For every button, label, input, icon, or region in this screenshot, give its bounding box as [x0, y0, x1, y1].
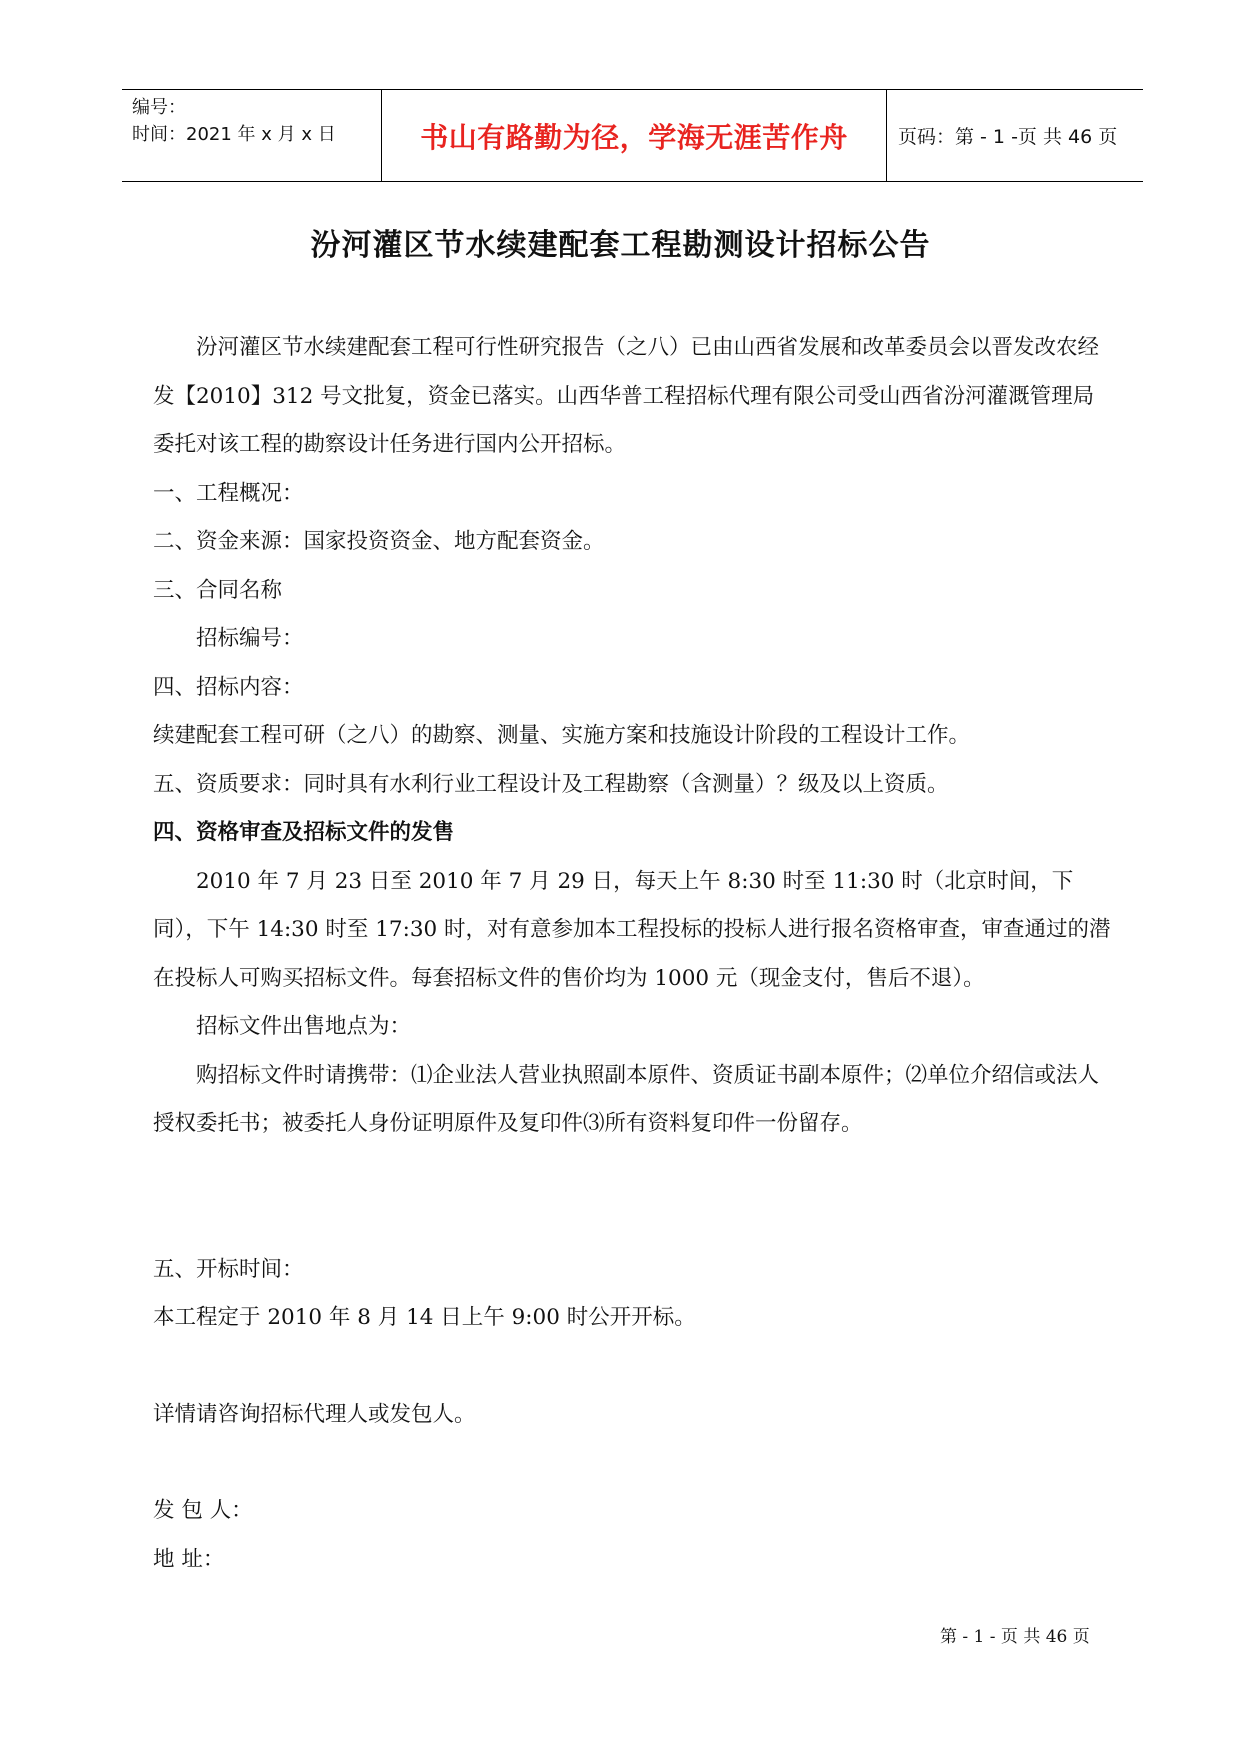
section-funding: 二、资金来源：国家投资资金、地方配套资金。 [153, 529, 605, 554]
section-contract-name: 三、合同名称 [153, 577, 283, 603]
intro-paragraph: 汾河灌区节水续建配套工程可行性研究报告（之八）已由山西省发展和改革委员会以晋发改农经发【2010】312 号文批复，资金已落实。山西华普工程招标代理有限公司受山西省汾河灌溉管理局委托对该工程的勘察设计任务进行国内公开招标。 [153, 335, 1100, 457]
motto: 书山有路勤为径，学海无涯苦作舟 [382, 90, 887, 181]
spacer [153, 1439, 1115, 1487]
bring-documents-paragraph: 购招标文件时请携带：⑴企业法人营业执照副本原件、资质证书副本原件；⑵单位介绍信或法人授权委托书；被委托人身份证明原件及复印件⑶所有资料复印件一份留存。 [153, 1062, 1100, 1136]
section-opening-time: 五、开标时间： [153, 1256, 304, 1282]
content-paragraph: 续建配套工程可研（之八）的勘察、测量、实施方案和技施设计阶段的工程设计工作。 [153, 723, 971, 748]
tender-number: 招标编号： [196, 626, 304, 651]
sale-place: 招标文件出售地点为： [196, 1014, 412, 1039]
opening-time-paragraph: 本工程定于 2010 年 8 月 14 日上午 9:00 时公开开标。 [153, 1305, 696, 1330]
page-footer: 第 - 1 - 页 共 46 页 [940, 1627, 1090, 1647]
address-label: 地 址： [153, 1546, 225, 1572]
header-meta [122, 90, 382, 181]
employer-label: 发 包 人： [153, 1498, 253, 1523]
section-content: 四、招标内容： [153, 674, 304, 700]
inquiry-paragraph: 详情请咨询招标代理人或发包人。 [153, 1401, 476, 1427]
section-qualification: 五、资质要求：同时具有水利行业工程设计及工程勘察（含测量）？级及以上资质。 [153, 771, 949, 797]
spacer [153, 1343, 1115, 1391]
sale-time-paragraph: 2010 年 7 月 23 日至 2010 年 7 月 29 日，每天上午 8:30 时至 11:30 时（北京时间，下同），下午 14:30 时至 17:30 时，对有意参加本工程投标的投标人进行报名资格审查，审查通过的潜在投标人可购买招标文件。每套招标文件的售价均为 1000 元（现金支付，售后不退）。 [153, 868, 1111, 991]
number-label: 编号： [132, 97, 186, 118]
document-title: 汾河灌区节水续建配套工程勘测设计招标公告 [310, 228, 931, 263]
section-overview: 一、工程概况： [153, 480, 304, 506]
document-header [122, 89, 1143, 182]
section-review-sale: 四、资格审查及招标文件的发售 [153, 820, 455, 845]
spacer [153, 1149, 1115, 1246]
header-page-info: 页码：第 - 1 -页 共 46 页 [898, 126, 1118, 148]
document-body [153, 324, 1115, 1584]
time-label: 时间：2021 年 x 月 x 日 [132, 124, 336, 145]
